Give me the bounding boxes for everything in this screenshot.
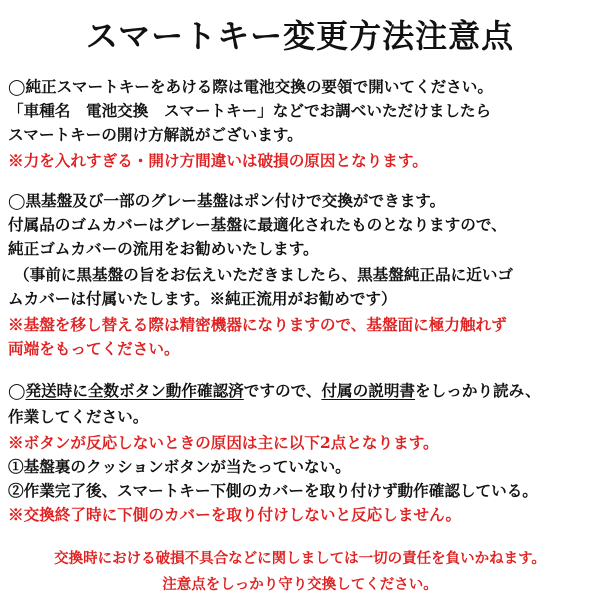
- section3-item1: ①基盤裏のクッションボタンが当たっていない。: [8, 457, 351, 476]
- section3-warning: ※ボタンが反応しないときの原因は主に以下2点となります。: [8, 433, 439, 452]
- section1-line2: 「車種名 電池交換 スマートキー」などでお調べいただけましたら: [8, 101, 492, 120]
- section2-line1: ◯黒基盤及び一部のグレー基盤はポン付けで交換ができます。: [8, 191, 446, 210]
- section3-middle-text: ですので、: [243, 381, 322, 400]
- section2-warning1: ※基盤を移し替える際は精密機器になりますので、基盤面に極力触れず: [8, 315, 507, 334]
- section3-line1: [8, 380, 541, 402]
- section1-warning: ※力を入れすぎる・開け方間違いは破損の原因となります。: [8, 151, 428, 170]
- section1-line3: スマートキーの開け方解説がございます。: [8, 125, 303, 144]
- footer-disclaimer: 交換時における破損不具合などに関しましては一切の責任を負いかねます。: [54, 550, 546, 567]
- section3-underlined-manual: 付属の説明書: [321, 381, 416, 400]
- section2-line3: 純正ゴムカバーの流用をお勧めいたします。: [8, 239, 319, 258]
- footer-instruction: 注意点をしっかり守り交換してください。: [162, 576, 438, 593]
- section2-line5: ムカバーは付属いたします。※純正流用がお勧めです）: [8, 289, 397, 308]
- section3-suffix-text: をしっかり読み、: [415, 381, 541, 400]
- section2-line4: （事前に黒基盤の旨をお伝えいただきましたら、黒基盤純正品に近いゴ: [14, 265, 514, 284]
- section3-item2: ②作業完了後、スマートキー下側のカバーを取り付けず動作確認している。: [8, 481, 538, 500]
- section3-circle-marker: ◯: [8, 381, 26, 400]
- section3-warning2: ※交換終了時に下側のカバーを取り付けしないと反応しません。: [8, 505, 462, 524]
- section2-line2: 付属品のゴムカバーはグレー基盤に最適化されたものとなりますので、: [8, 215, 507, 234]
- section2-warning2: 両端をもってください。: [8, 339, 180, 358]
- section3-underlined-confirmed: 発送時に全数ボタン動作確認済: [25, 381, 244, 400]
- section3-line2: 作業してください。: [8, 407, 149, 426]
- page-title: スマートキー変更方法注意点: [85, 17, 515, 55]
- section1-line1: ◯純正スマートキーをあける際は電池交換の要領で開いてください。: [8, 77, 493, 96]
